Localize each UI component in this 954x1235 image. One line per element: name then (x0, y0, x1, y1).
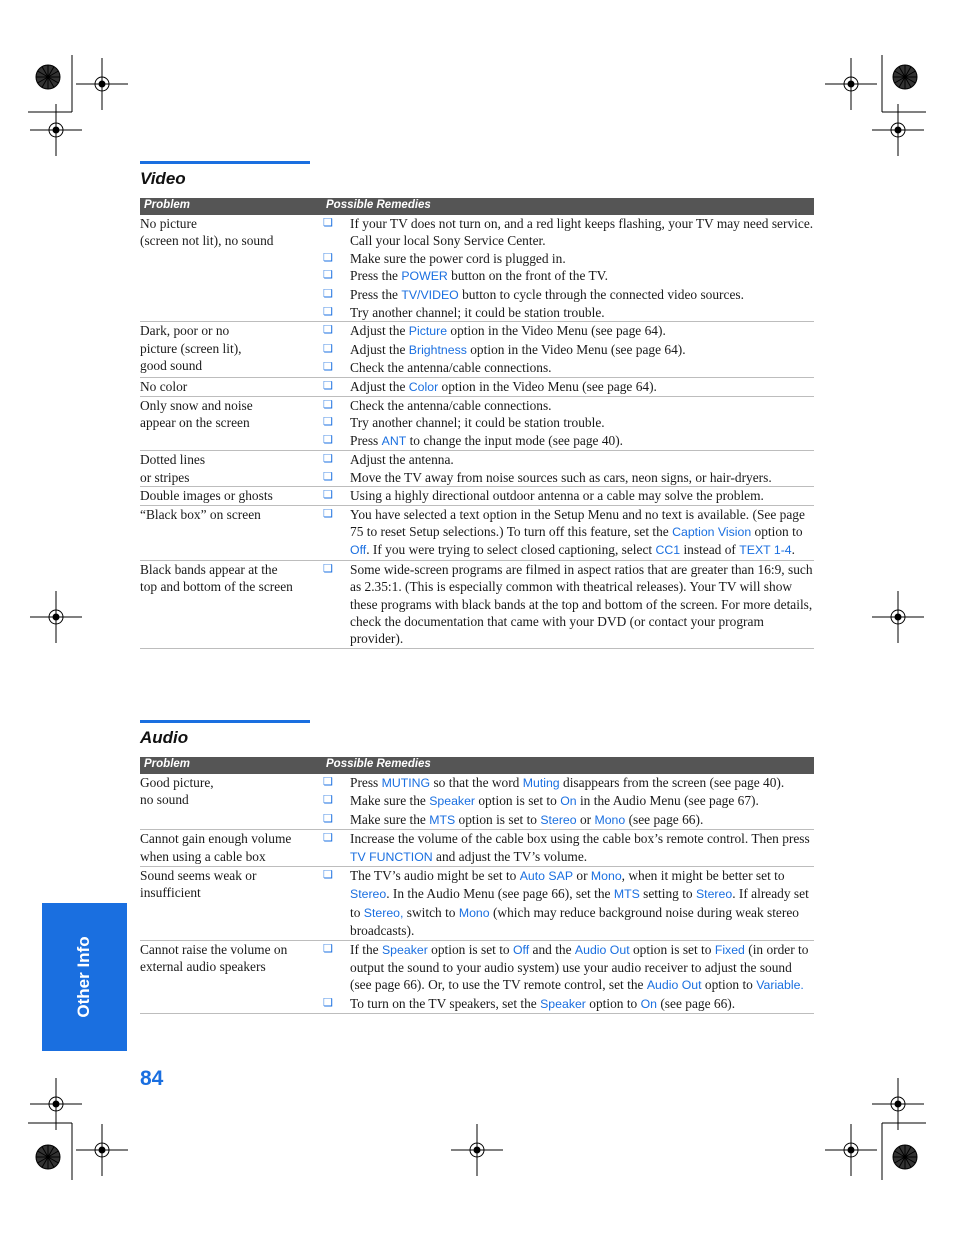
menu-keyword: MTS (429, 812, 456, 827)
menu-keyword: Speaker (429, 794, 476, 809)
remedy-text: Adjust the Picture option in the Video Menu (see page 64). (350, 323, 666, 339)
table-row (140, 451, 814, 487)
problem-cell: No picture (screen not lit), no sound (140, 216, 274, 249)
remedy-item (323, 267, 814, 285)
menu-keyword: ANT (381, 433, 407, 448)
problem-cell: No color (140, 378, 188, 394)
remedies-cell (323, 378, 814, 396)
menu-keyword: Stereo (540, 812, 577, 827)
checkbox-bullet-icon: ❏ (323, 869, 333, 882)
remedy-item (323, 451, 814, 468)
remedy-item (323, 561, 814, 648)
problem-column-header: Problem (144, 758, 191, 770)
remedies-cell (323, 941, 814, 1014)
checkbox-bullet-icon: ❏ (323, 996, 333, 1009)
remedy-text: Check the antenna/cable connections. (350, 398, 552, 414)
remedy-text: Adjust the Brightness option in the Video Menu (see page 64). (350, 341, 686, 357)
checkbox-bullet-icon: ❏ (323, 342, 333, 355)
remedy-item (323, 432, 814, 450)
remedies-cell (323, 322, 814, 376)
problem-cell: Dark, poor or no picture (screen lit), good sound (140, 323, 242, 374)
checkbox-bullet-icon: ❏ (323, 453, 333, 466)
checkbox-bullet-icon: ❏ (323, 306, 333, 319)
remedy-text: Adjust the antenna. (350, 452, 454, 468)
menu-keyword: TEXT 1-4 (739, 543, 792, 558)
menu-keyword: Muting (522, 776, 560, 790)
checkbox-bullet-icon: ❏ (323, 416, 333, 429)
menu-keyword: Mono (594, 812, 626, 827)
menu-keyword: Audio Out (646, 978, 702, 993)
menu-keyword: Off (512, 942, 530, 957)
problem-cell: Double images or ghosts (140, 488, 273, 504)
remedy-item (323, 341, 814, 359)
page-number: 84 (140, 1067, 164, 1090)
table-row (140, 867, 814, 941)
audio-section-rule (140, 720, 310, 723)
checkbox-bullet-icon: ❏ (323, 812, 333, 825)
menu-keyword: MUTING (381, 776, 431, 790)
checkbox-bullet-icon: ❏ (323, 562, 333, 575)
remedies-cell (323, 774, 814, 829)
video-table-header (140, 198, 814, 215)
remedy-text: You have selected a text option in the Setup Menu and no text is available. (See page 75 to reset Setup selections.) To turn off this feature, set the Caption Vision option to Off. If you were trying to select closed captioning, select CC1 instead of TEXT 1-4. (350, 506, 805, 558)
remedy-text: Try another channel; it could be station trouble. (350, 305, 605, 321)
table-row (140, 215, 814, 322)
checkbox-bullet-icon: ❏ (323, 470, 333, 483)
remedy-item (323, 487, 814, 504)
remedy-text: Press the POWER button on the front of the TV. (350, 268, 608, 284)
menu-keyword: Mono (458, 905, 490, 920)
problem-cell: Black bands appear at the top and bottom of the screen (140, 561, 293, 595)
menu-keyword: Speaker (540, 996, 586, 1011)
checkbox-bullet-icon: ❏ (323, 251, 333, 264)
problem-cell: Cannot raise the volume on external audio speakers (140, 941, 288, 975)
menu-keyword: Stereo, (363, 905, 404, 920)
remedy-item (323, 811, 814, 829)
remedy-text: The TV’s audio might be set to Auto SAP or Mono, when it might be better set to Stereo. In the Audio Menu (see page 66), set the MTS setting to Stereo. If already set to Stereo, switch to Mono (which may reduce background noise during weak stereo broadcasts). (350, 868, 809, 939)
remedy-text: If your TV does not turn on, and a red light keeps flashing, your TV may need service. Call your local Sony Service Center. (350, 216, 814, 249)
remedy-text: Try another channel; it could be station trouble. (350, 415, 605, 431)
remedy-item (323, 867, 814, 940)
remedy-text: Adjust the Color option in the Video Menu (see page 64). (350, 378, 657, 394)
remedy-text: Move the TV away from noise sources such as cars, neon signs, or hair-dryers. (350, 469, 772, 485)
remedies-cell (323, 397, 814, 450)
remedy-item (323, 359, 814, 376)
checkbox-bullet-icon: ❏ (323, 287, 333, 300)
audio-troubleshooting-table (140, 757, 814, 1014)
menu-keyword: On (640, 996, 657, 1011)
checkbox-bullet-icon: ❏ (323, 379, 333, 392)
menu-keyword: Auto SAP (519, 869, 574, 884)
audio-section-title: Audio (140, 728, 189, 747)
menu-keyword: Speaker (381, 942, 428, 957)
table-row (140, 322, 814, 377)
remedy-item (323, 378, 814, 396)
problem-column-header: Problem (144, 199, 191, 211)
problem-cell: Dotted lines or stripes (140, 452, 206, 485)
remedy-text: Press the TV/VIDEO button to cycle through the connected video sources. (350, 286, 744, 302)
remedy-item (323, 215, 814, 250)
remedy-item (323, 792, 814, 810)
remedy-text: Increase the volume of the cable box using the cable box’s remote control. Then press TV FUNCTION and adjust the TV’s volume. (350, 831, 810, 864)
menu-keyword: TV FUNCTION (350, 849, 433, 864)
remedy-item (323, 286, 814, 304)
menu-keyword: TV/VIDEO (401, 287, 459, 302)
table-row (140, 487, 814, 505)
menu-keyword: POWER (401, 269, 448, 284)
remedies-cell (323, 506, 814, 560)
remedy-item (323, 414, 814, 431)
menu-keyword: On (560, 794, 577, 809)
remedy-text: Make sure the MTS option is set to Stereo or Mono (see page 66). (350, 811, 704, 827)
menu-keyword: Picture (408, 324, 448, 339)
checkbox-bullet-icon: ❏ (323, 324, 333, 337)
video-table-body (140, 215, 814, 649)
remedies-cell (323, 215, 814, 321)
remedy-item (323, 304, 814, 321)
remedy-item (323, 250, 814, 267)
remedies-cell (323, 487, 814, 504)
audio-table-header (140, 757, 814, 774)
remedies-column-header: Possible Remedies (326, 758, 431, 770)
remedy-text: Some wide-screen programs are filmed in aspect ratios that are greater than 16:9, such as 2.35:1. (This is especially common with theatrical releases). Your TV will show these programs with black bands at the top and bottom of the screen. For more details, check the documentation that came with your DVD (or contact your program provider). (350, 561, 813, 647)
remedy-item (323, 995, 814, 1013)
checkbox-bullet-icon: ❏ (323, 832, 333, 845)
problem-cell: Cannot gain enough volume when using a cable box (140, 831, 292, 864)
menu-keyword: Stereo (695, 887, 733, 902)
table-row (140, 941, 814, 1015)
checkbox-bullet-icon: ❏ (323, 507, 333, 520)
video-troubleshooting-table (140, 198, 814, 649)
remedy-text: If the Speaker option is set to Off and the Audio Out option is set to Fixed (in order to output the sound to your audio system) use your audio receiver to adjust the sound (see page 66). Or, to use the TV remote control, set the Audio Out option to Variable. (350, 941, 809, 993)
menu-keyword: Variable. (756, 978, 804, 993)
checkbox-bullet-icon: ❏ (323, 399, 333, 412)
remedy-text: Check the antenna/cable connections. (350, 360, 552, 376)
menu-keyword: Mono (590, 869, 622, 884)
side-tab-label: Other Info (74, 936, 93, 1018)
checkbox-bullet-icon: ❏ (323, 217, 333, 229)
remedy-text: To turn on the TV speakers, set the Speaker option to On (see page 66). (350, 995, 736, 1011)
checkbox-bullet-icon: ❏ (323, 269, 333, 282)
problem-cell: Only snow and noise appear on the screen (140, 398, 253, 431)
remedies-cell (323, 451, 814, 486)
table-row (140, 561, 814, 649)
menu-keyword: CC1 (655, 543, 681, 558)
remedy-item (323, 941, 814, 995)
table-row (140, 378, 814, 397)
remedies-column-header: Possible Remedies (326, 199, 431, 211)
remedy-item (323, 774, 814, 792)
remedies-cell (323, 561, 814, 648)
checkbox-bullet-icon: ❏ (323, 794, 333, 807)
problem-cell: “Black box” on screen (140, 506, 261, 522)
checkbox-bullet-icon: ❏ (323, 776, 333, 788)
menu-keyword: Audio Out (574, 942, 630, 957)
table-row (140, 397, 814, 451)
menu-keyword: Off (350, 543, 367, 558)
audio-table-body (140, 774, 814, 1014)
remedy-text: Using a highly directional outdoor antenna or a cable may solve the problem. (350, 488, 764, 504)
remedy-item (323, 506, 814, 560)
menu-keyword: MTS (613, 887, 640, 902)
table-row (140, 774, 814, 830)
problem-cell: Sound seems weak or insufficient (140, 868, 257, 901)
checkbox-bullet-icon: ❏ (323, 361, 333, 374)
remedy-item (323, 397, 814, 414)
remedy-item (323, 322, 814, 340)
video-section-title: Video (140, 169, 186, 188)
remedies-cell (323, 830, 814, 866)
video-section-rule (140, 161, 310, 164)
menu-keyword: Stereo (350, 887, 387, 902)
remedy-item (323, 469, 814, 486)
remedies-cell (323, 867, 814, 940)
checkbox-bullet-icon: ❏ (323, 489, 333, 502)
remedy-text: Press MUTING so that the word Muting disappears from the screen (see page 40). (350, 775, 785, 790)
checkbox-bullet-icon: ❏ (323, 433, 333, 446)
menu-keyword: Brightness (408, 342, 467, 357)
problem-cell: Good picture, no sound (140, 775, 214, 808)
checkbox-bullet-icon: ❏ (323, 942, 333, 955)
remedy-text: Make sure the Speaker option is set to On in the Audio Menu (see page 67). (350, 793, 759, 809)
other-info-side-tab (42, 903, 127, 1051)
remedy-text: Make sure the power cord is plugged in. (350, 250, 566, 266)
menu-keyword: Fixed (714, 942, 745, 957)
remedy-text: Press ANT to change the input mode (see page 40). (350, 432, 624, 448)
menu-keyword: Color (408, 379, 439, 394)
remedy-item (323, 830, 814, 866)
table-row (140, 506, 814, 561)
table-row (140, 830, 814, 867)
menu-keyword: Caption Vision (672, 524, 752, 539)
